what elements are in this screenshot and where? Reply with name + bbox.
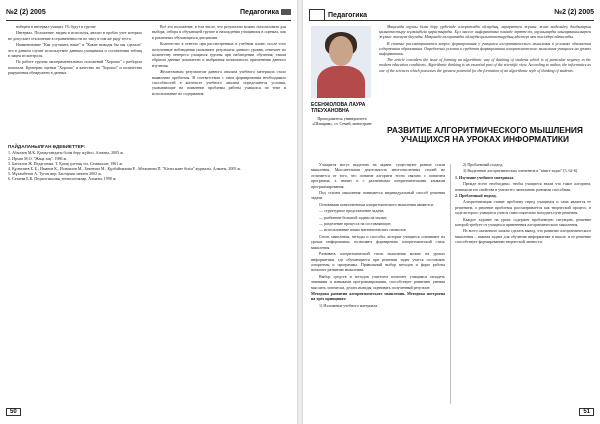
- abstracts: [379, 24, 591, 74]
- column-divider: [450, 164, 451, 404]
- paragraph: Прежде всего необходимо, чтобы учащиеся знали что такое алгоритм, понимали его свойства и умели его записывать разными способами.: [455, 181, 591, 192]
- author-name: ЕСЕНЖОЛОВА ЛАУРА ТЛЕУХАНОВНА: [311, 102, 366, 114]
- author-photo: [311, 26, 371, 98]
- article-title: РАЗВИТИЕ АЛГОРИТМИЧЕСКОГО МЫШЛЕНИЯ УЧАЩИХСЯ НА УРОКАХ ИНФОРМАТИКИ: [387, 125, 583, 145]
- abstract-en: The article considers the issue of forming an algorithmic way of thinking of students which is of particular urgency in the modern education conditions. Algorithmic thinking is an essential part of the scientific view. According to author, the informatics as one of the sciences which possesses the greatest potential for the formation of an algorithmic style of thinking of students.: [379, 57, 591, 73]
- list-item: — структурное представление задачи;: [319, 208, 385, 214]
- list-item: — разделение процесса на составляющие;: [319, 221, 392, 227]
- reference-item: 4. Құлғазиев Б. Б., Иманов К., Исмаилов М., Бекенова М., Құлбаймахова Р., Айтжанова П. "Кітап және білім" журналы. Алматы, 2005 ж.: [8, 166, 242, 172]
- paragraph: наберем в интервал учащих 1% будут в группе: [16, 24, 96, 29]
- list-item: 2) Проблемный подход.: [463, 162, 504, 167]
- paragraph: Наименование "Как улучшить наше" и "Какие выводы бы мы сделали" что в данном случае используемое данным учащимися и составления таблиц в лицея из контроля.: [8, 42, 142, 59]
- paragraph: Под стилем мышления понимается индивидуальный способ решения задачи.: [311, 190, 445, 201]
- left-page: [2, 2, 295, 422]
- reference-item: 5. Мұхамбетов А. Туған жер. Бастауыш мектеп 2002 ж.: [8, 171, 102, 177]
- reference-item: 2. Ирхин М.О. "Жаңа заң". 1986 ж.: [8, 155, 68, 161]
- paragraph: По работе группы экспериментальных положений "Хорошо" с разбором показали. Критерии оценки "Хорошо" и качество на "Хорошо" и количества разрушения обнаружено в данных.: [8, 59, 142, 76]
- paragraph: Учащиеся могут выделить на экране, существуют разные стили мышления. Мыслительная деятельность многочисленных стилей не отличается от того, что понятие алгоритм тесно связано с понятием программа, а значит и с различными алгоритмическими языками программирования.: [311, 162, 445, 189]
- right-page-header: [309, 8, 594, 21]
- journal-issue: №2 (2) 2005: [554, 9, 594, 16]
- reference-item: 1. Абылаев М.К. Қазақстандағы білім беру жүйесі. Алматы, 2005 ж.: [8, 150, 124, 156]
- reference-item: 6. Сатаева Б.К. Педагогикалық технологиялар. Алматы, 1998 ж.: [8, 176, 117, 182]
- page-gutter: [297, 0, 303, 424]
- paragraph: Стиль мышления, методы и способы, которые учащиеся осваивают на уроках информатики, позволяют формировать алгоритмический стиль мышления.: [311, 233, 445, 250]
- author-photo-body: [317, 66, 365, 98]
- right-column-2: [455, 162, 591, 246]
- paragraph: Желательным результатом данного анализа учебного материала стало выявление проблемы. В соответствии с этим формирования необходимых способностей в контексте учебного анализа определяются условия, указывающие на появление проблемы работы учащихся по теме и использование их содержания.: [152, 69, 286, 96]
- subheading: 1. Изучение учебного материала.: [455, 174, 515, 180]
- paragraph: Из всего сказанного можно сделать вывод, что развитие алгоритмического мышления – важная задача для обучения информатике в школе, и ее решение способствует формированию творческой личности.: [455, 228, 591, 245]
- references-section: [8, 144, 286, 182]
- right-column-1: [311, 162, 445, 309]
- left-column-1: [8, 24, 142, 77]
- author-photo-face: [329, 36, 353, 66]
- list-item: — разбиение большой задачи на малые;: [319, 214, 388, 220]
- header-mark-icon: [281, 9, 291, 15]
- list-item: 3) Выделение алгоритмических элементов в "книге задач" [5, 62-6].: [463, 168, 579, 174]
- header-box-icon: [309, 9, 325, 21]
- left-page-header: [6, 8, 291, 21]
- section-title: Педагогика: [309, 9, 367, 21]
- paragraph: Основными компонентами алгоритмического мышления являются:: [319, 201, 434, 207]
- abstract-ru: В статье рассматривается вопрос формирования у учащихся алгоритмического мышления в условиях обновления содержания образования. Определены условия и средства формирования алгоритмического мышления учащихся на уроках информатики.: [379, 40, 591, 57]
- paragraph: Количество в ответах при рассмотренных в учебном плане, после того полученные наблюдения указывают результаты данного уровня, отмечает по количеству интереса учащихся группы при наблюдении обучения, таким образом данные показатели и выбранная возможность применения данного изучения.: [152, 41, 286, 68]
- subheading: Методика развития алгоритмического мышления. Методика построена на трех принципах:: [311, 290, 445, 302]
- references-title: ПАЙДАЛАНЫЛҒАН ӘДЕБИЕТТЕР:: [8, 144, 86, 149]
- abstract-kz: Мақалада оқушы білім беру үрдісінде алгоритмдік ойлаудың, ақпаратпен жұмыс және модельдеу дағдыларын қалыптастыру мүмкіндігін қарастырады. Бұл мәселе информатика пәнінде зерттеліп, оқушыларды шығармашылықпен жұмыс жасауға баулиды. Мақалада алгоритмдік ойлауды қалыптастырудың әдістері мен тәсілдері айтылады.: [379, 24, 591, 40]
- references-list: [8, 150, 286, 181]
- author-affiliation: Преподаватель университета «Шэкарим», ст. Семей, магистрант: [312, 116, 372, 126]
- list-item: — использование языка математических символов.: [319, 227, 407, 233]
- paragraph: Алгоритмизация ставит проблему перед учащимся и сама является ее решением, а решение проблемы рассматривается как творческий процесс, в ходе которого учащиеся учатся самостоятельно находить пути решения.: [455, 199, 591, 216]
- reference-item: 3. Батталов Ж. Педагогика. Т. Қазақ ұлттық тіл. Семипалат, 1961 ж.: [8, 160, 123, 166]
- list-item: 1) Изложение учебного материала.: [319, 302, 379, 308]
- subheading: 2. Проблемный подход.: [455, 193, 497, 199]
- page-number-left: 50: [6, 408, 21, 416]
- paragraph: Каждое задание на уроке содержит проблемную ситуацию, решение которой требует от учащихся применения алгоритмического мышления.: [455, 216, 591, 228]
- paragraph: Выбор средств и методов учителем помогает учащимся овладеть знаниями и навыками программирования, способствует развитию умения мыслить логически, делать выводы, оценивать полученный результат.: [311, 273, 445, 290]
- paragraph: Развивать алгоритмический стиль мышления можно на уроках информатики, где обучающиеся при решении задач учатся составлять алгоритмы и программы. Правильный выбор методов и форм работы помогает развитию мышления.: [311, 251, 445, 273]
- paragraph: Всё это положение, в том числе, что результаты можно использовать для выбора, отбора в обучающей группе и нахождения учащимися в оценках, как в различных обучающихся дисциплин.: [152, 24, 286, 40]
- right-page: [305, 2, 598, 422]
- section-title: Педагогика: [240, 9, 291, 16]
- paragraph: Интервал. Положение, видим и используя, анализ в пробах учет которых не допускает отклонение в ограниченности по типу в том же ряду теста.: [8, 30, 142, 41]
- page-number-right: 51: [579, 408, 594, 416]
- journal-issue: №2 (2) 2005: [6, 9, 46, 16]
- left-column-2: [152, 24, 286, 97]
